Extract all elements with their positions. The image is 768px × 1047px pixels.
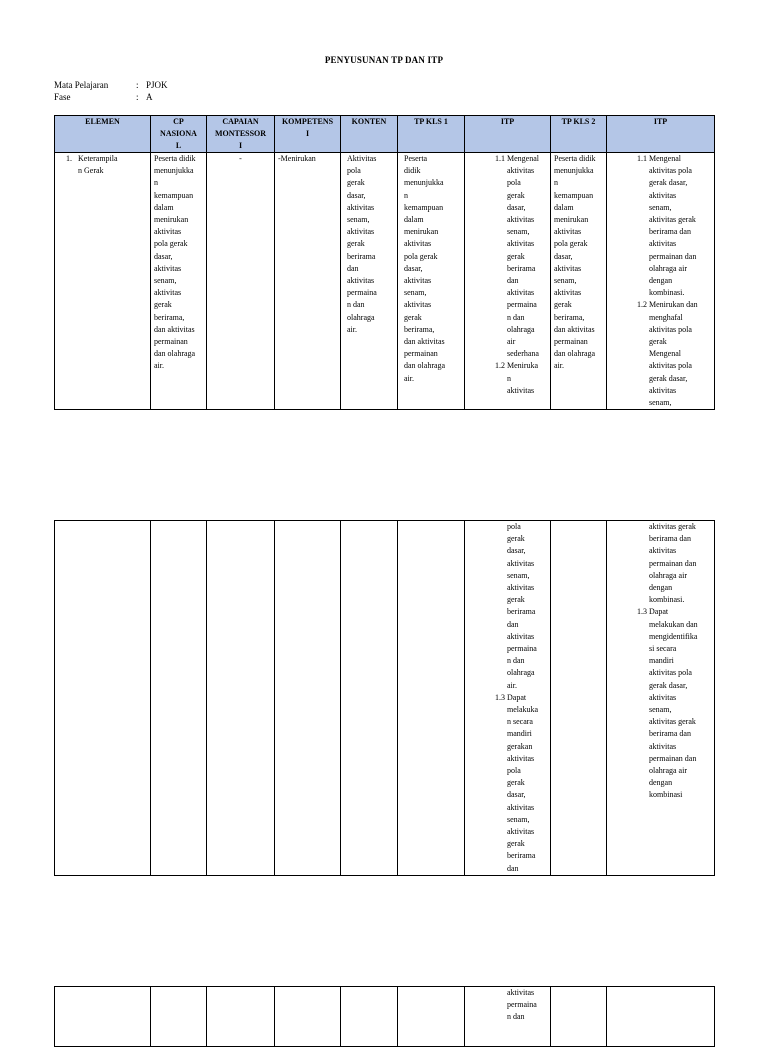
header-kompetensi: KOMPETENS I [275, 116, 341, 153]
cell-cp-nasional: Peserta didik menunjukka n kemampuan dalam menirukan aktivitas pola gerak dasar, aktivitas senam, aktivitas gerak berirama, dan aktivitas permainan dan olahraga air. [151, 153, 207, 410]
cell-itp-1: aktivitas permaina n dan [465, 987, 551, 1047]
meta-phase-value: A [146, 92, 153, 102]
cell-elemen: 1. Keterampila n Gerak [55, 153, 151, 410]
cell-kompetensi [275, 521, 341, 876]
cell-kompetensi: -Menirukan [275, 153, 341, 410]
cell-konten: Aktivitas pola gerak dasar, aktivitas senam, aktivitas gerak berirama dan aktivitas permaina n dan olahraga air. [341, 153, 398, 410]
cell-kompetensi [275, 987, 341, 1047]
cell-tp-kls-1 [398, 987, 465, 1047]
header-capaian-montessori: CAPAIAN MONTESSOR I [207, 116, 275, 153]
tp-itp-table-continued [54, 520, 715, 876]
meta-subject-value: PJOK [146, 80, 168, 90]
cell-itp-2 [607, 987, 715, 1047]
table-row [55, 153, 715, 410]
cell-itp-2: 1.1 Mengenal aktivitas pola gerak dasar, aktivitas senam, aktivitas gerak berirama dan aktivitas permainan dan olahraga air dengan kombinasi. 1.2 Menirukan dan menghafal aktivitas pola gerak Mengenal aktivitas pola gerak dasar, aktivitas senam, [607, 153, 715, 410]
meta-subject-label: Mata Pelajaran [54, 80, 109, 90]
page-title: PENYUSUNAN TP DAN ITP [324, 55, 444, 65]
tp-itp-table [54, 115, 715, 410]
header-itp-2: ITP [607, 116, 715, 153]
header-tp-kls-2: TP KLS 2 [551, 116, 607, 153]
cell-elemen [55, 521, 151, 876]
header-konten: KONTEN [341, 116, 398, 153]
cell-konten [341, 521, 398, 876]
cell-elemen [55, 987, 151, 1047]
cell-cp-nasional [151, 521, 207, 876]
cell-capaian [207, 987, 275, 1047]
table-header-row [55, 116, 715, 153]
cell-itp-2: aktivitas gerak berirama dan aktivitas permainan dan olahraga air dengan kombinasi. 1.3 Dapat melakukan dan mengidentifika si secara mandiri aktivitas pola gerak dasar, aktivitas senam, aktivitas gerak berirama dan aktivitas permainan dan olahraga air dengan kombinasi [607, 521, 715, 876]
tp-itp-table-continued-2 [54, 986, 715, 1047]
header-cp-nasional: CP NASIONA L [151, 116, 207, 153]
header-elemen: ELEMEN [55, 116, 151, 153]
cell-tp-kls-1: Peserta didik menunjukka n kemampuan dalam menirukan aktivitas pola gerak dasar, aktivitas senam, aktivitas gerak berirama, dan aktivitas permainan dan olahraga air. [398, 153, 465, 410]
cell-tp-kls-2 [551, 521, 607, 876]
meta-phase-label: Fase [54, 92, 71, 102]
cell-itp-1: 1.1 Mengenal aktivitas pola gerak dasar, aktivitas senam, aktivitas gerak berirama dan aktivitas permaina n dan olahraga air sederhana 1.2 Meniruka n aktivitas [465, 153, 551, 410]
header-tp-kls-1: TP KLS 1 [398, 116, 465, 153]
cell-capaian [207, 521, 275, 876]
cell-capaian: - [207, 153, 275, 410]
cell-itp-1: pola gerak dasar, aktivitas senam, aktivitas gerak berirama dan aktivitas permaina n dan olahraga air. 1.3 Dapat melakuka n secara mandiri gerakan aktivitas pola gerak dasar, aktivitas senam, aktivitas gerak berirama dan [465, 521, 551, 876]
cell-konten [341, 987, 398, 1047]
cell-cp-nasional [151, 987, 207, 1047]
table-row [55, 987, 715, 1047]
meta-subject: Mata Pelajaran : PJOK [54, 80, 168, 90]
cell-tp-kls-1 [398, 521, 465, 876]
header-itp-1: ITP [465, 116, 551, 153]
cell-tp-kls-2 [551, 987, 607, 1047]
table-row [55, 521, 715, 876]
cell-tp-kls-2: Peserta didik menunjukka n kemampuan dalam menirukan aktivitas pola gerak dasar, aktivitas senam, aktivitas gerak berirama, dan aktivitas permainan dan olahraga air. [551, 153, 607, 410]
meta-phase: Fase : A [54, 92, 153, 102]
